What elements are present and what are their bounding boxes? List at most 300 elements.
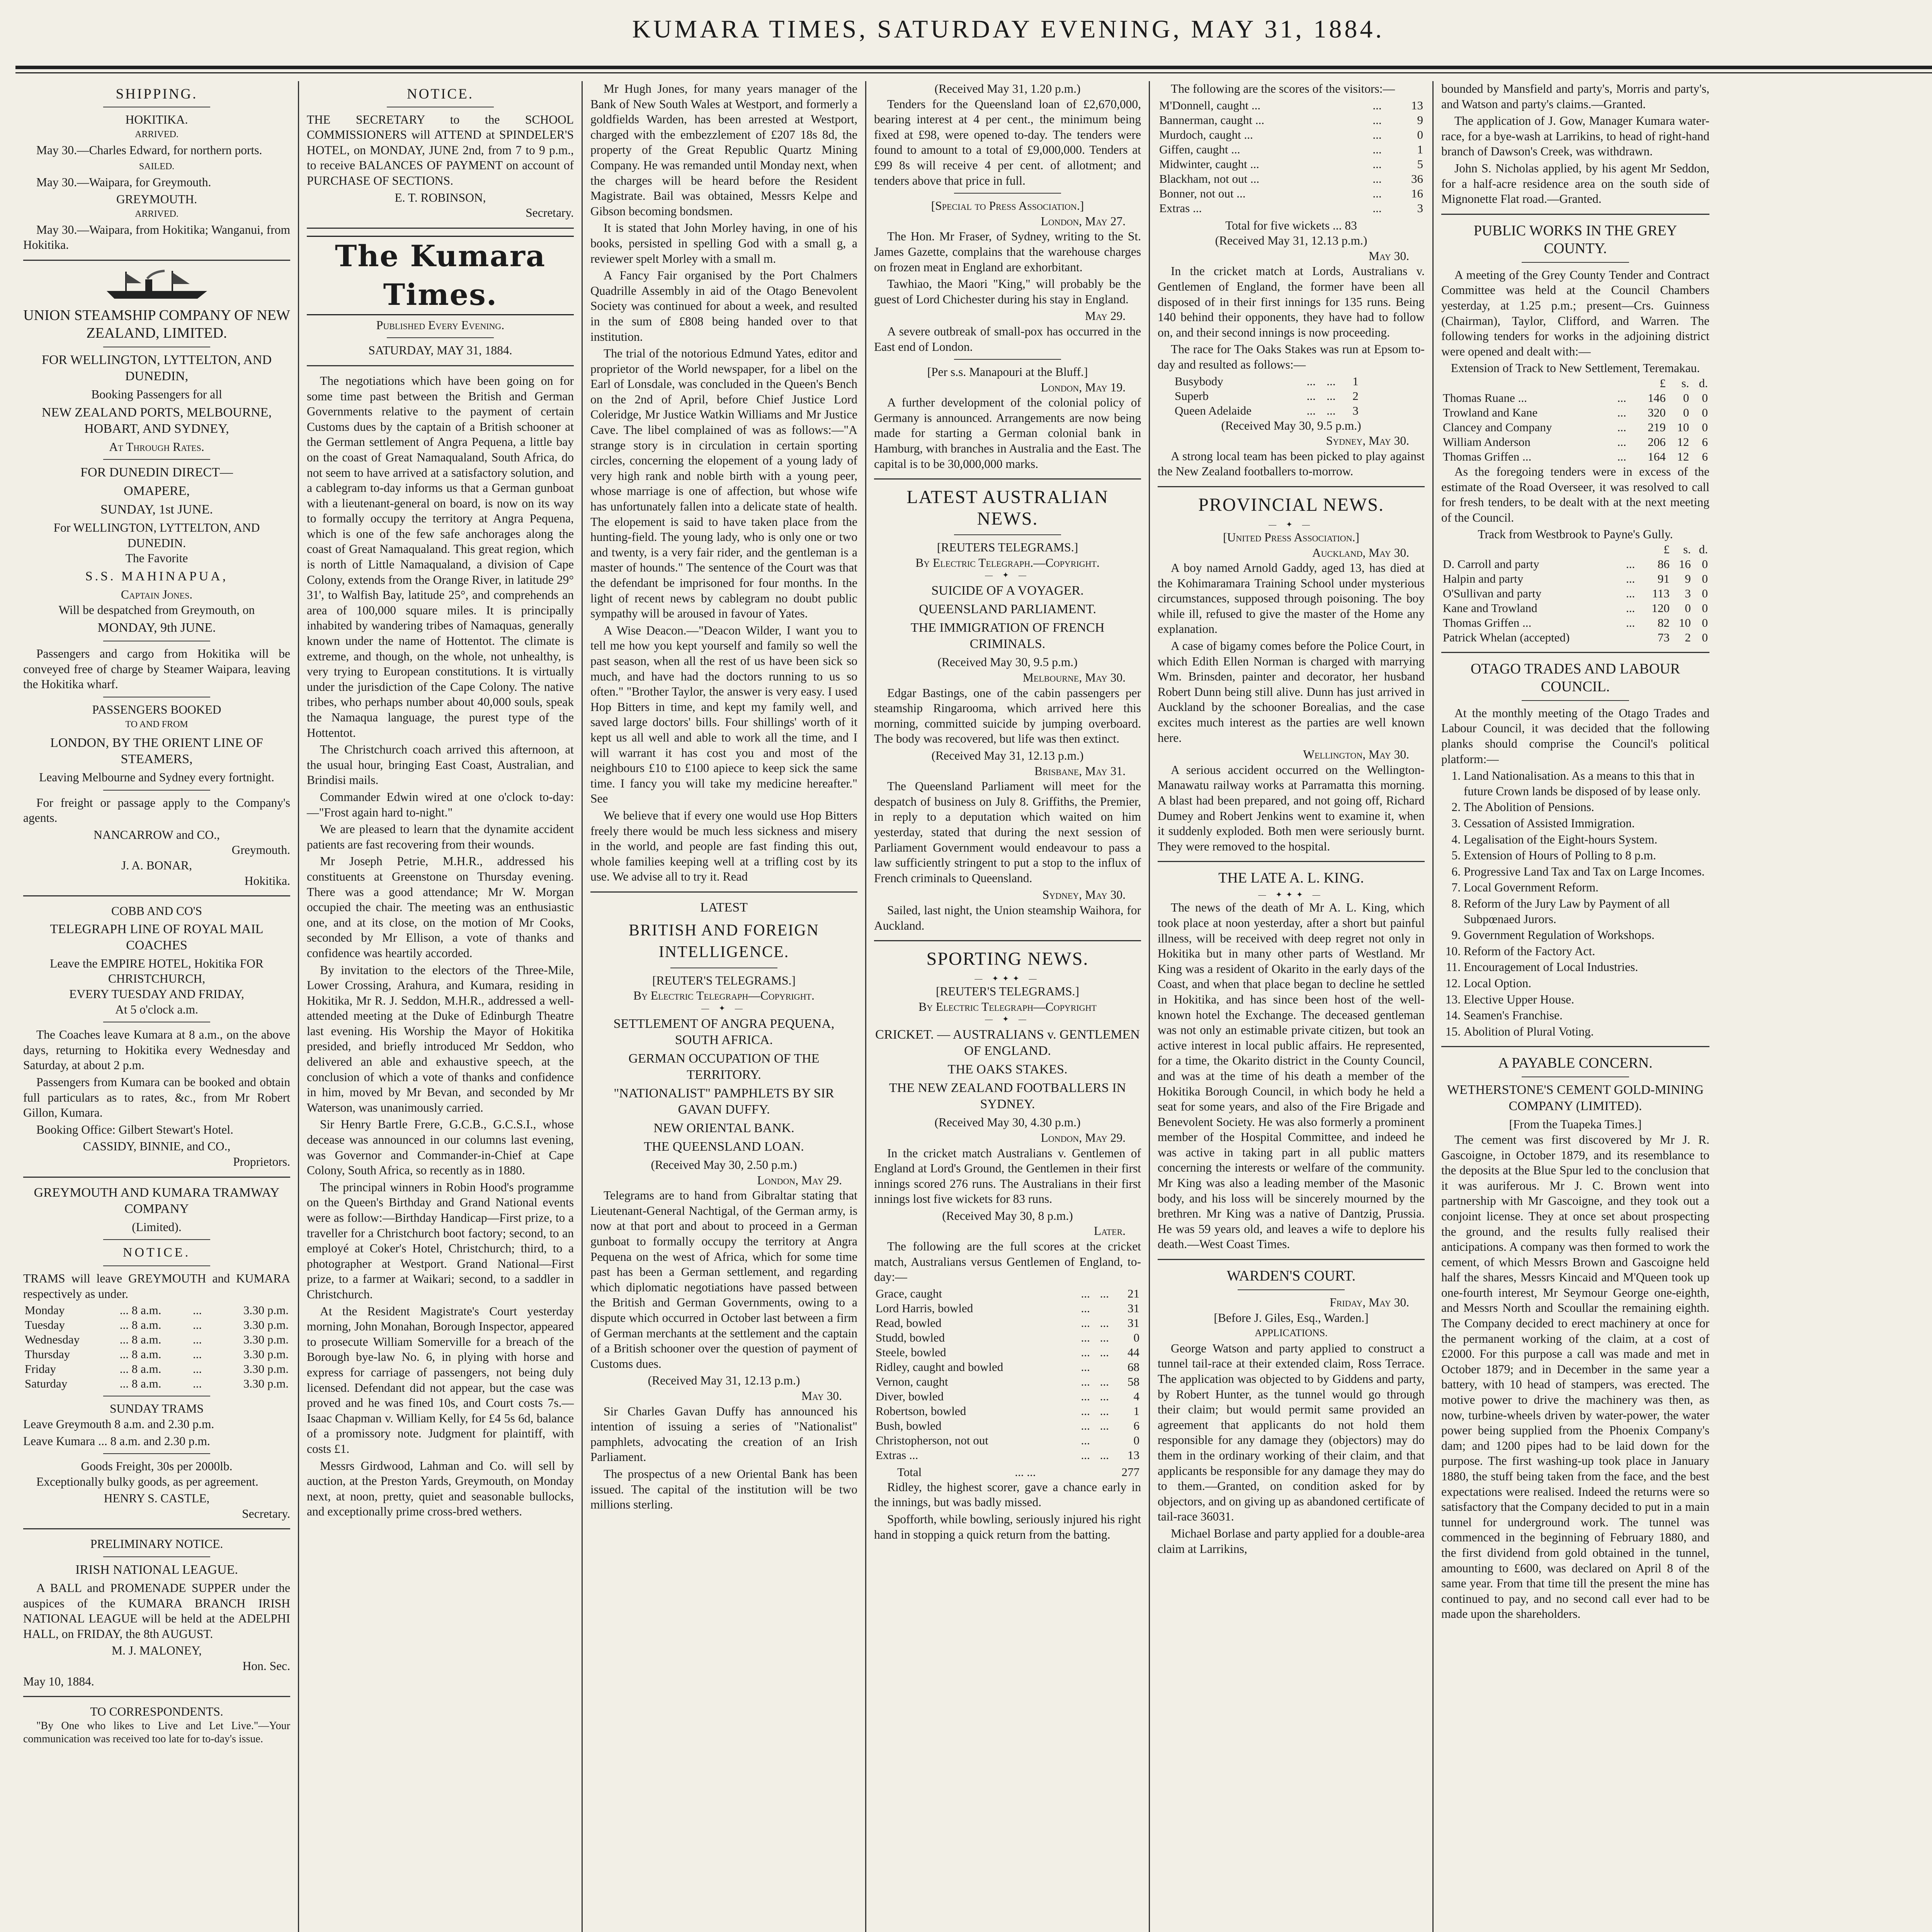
- score-row-cell: Giffen, caught ...: [1159, 142, 1240, 156]
- court-paragraph: George Watson and party applied to construct a tunnel tail-race at their extended claim, Ross Terrace. The application was objected to by Giddens and party, by Robert Hunter, as the tunnel would go through their claim; but would permit same provided an agreement that applicants do not hold them responsible for any damage they (objectors) may do them in the ordinary working of their claim, and that applicants be responsible for any damage they may do to them.—Granted, on condition asked for by objectors, and on giving up as abandoned certificate of tail-race 36031.: [1158, 1341, 1425, 1524]
- wetherstone-heading: WETHERSTONE'S CEMENT GOLD-MINING COMPANY (LIMITED).: [1447, 1083, 1704, 1114]
- tram-row-cell: Monday: [25, 1303, 65, 1317]
- divider: [1441, 1046, 1709, 1047]
- tender-row-cell: 0: [1685, 601, 1691, 615]
- divider: [590, 891, 857, 893]
- dateline: Sydney, May 30.: [1326, 434, 1409, 448]
- telegram-paragraph: The following are the scores of the visitors:—: [1171, 82, 1395, 95]
- agent-town: Hokitika.: [244, 874, 290, 888]
- before-warden: [Before J. Giles, Esq., Warden.]: [1214, 1311, 1369, 1325]
- tender-row-cell: Thomas Griffen ...: [1443, 449, 1532, 463]
- telegram-paragraph: A serious accident occurred on the Wellington-Manawatu railway works at Parramatta this morning. A blast had been prepared, and not going off, Richard Dumey and Robert Jenkins went to examine it, when it suddenly exploded. Both men were seriously burnt. They were removed to the hospital.: [1158, 763, 1425, 853]
- ornament: — ✦✦✦ —: [1258, 891, 1324, 900]
- shipping-arrival: May 30.—Waipara, from Hokitika; Wanganui, from Hokitika.: [23, 223, 290, 252]
- received-line: (Received May 31, 12.13 p.m.): [931, 749, 1084, 762]
- score-row-cell: 1: [1417, 142, 1423, 156]
- usc-monday: MONDAY, 9th JUNE.: [97, 621, 216, 635]
- dateline: Melbourne, May 30.: [1022, 671, 1126, 685]
- tender-row: [1441, 586, 1709, 601]
- tender-row-cell: 0: [1702, 616, 1708, 629]
- divider: [23, 1177, 290, 1178]
- score-row-cell: Bush, bowled: [876, 1418, 942, 1432]
- tender-row: [1441, 391, 1709, 405]
- dateline: London, May 27.: [1041, 214, 1126, 228]
- score-row: [1158, 98, 1425, 113]
- tenders-table-2: [1441, 542, 1709, 645]
- divider: [23, 1696, 290, 1697]
- article-paragraph: The negotiations which have been going on for some time past between the British and German Governments relative to the payment of certain Customs dues by the captain of a British schooner at the German settlement of Angra Pequena, a little bay on the coast of Great Namaqualand, South Africa, do not seem to have arrived at a satisfactory solution, and a cablegram to-day informs us that a German gunboat with a lieutenant-general on board, is now on its way to formally occupy the territory at Angra Pequena, which is one of the few safe anchorages along the coast of Great Namaqualand. This great region, which is north of Little Namaqualand, a division of Cape Colony, extends from the Orange River, in latitude 29° 31', to Walfish Bay, latitude 25°, and comprehends an area of 100,000 square miles. It is principally inhabited by wandering tribes of Namaquas, generally known under the name of Hottentot. The climate is extreme, and though, on the whole, not unhealthy, is very trying to European constitutions. It is virtually under the jurisdiction of the Cape Colony. The native tribes, who perhaps number about 40,000 souls, speak the Namaqua language, the purest type of the Hottentot.: [307, 374, 574, 740]
- reuter-label: [REUTER'S TELEGRAMS.]: [652, 973, 796, 987]
- pb-leaving: Leaving Melbourne and Sydney every fortnight.: [39, 770, 274, 784]
- subheading: THE IMMIGRATION OF FRENCH CRIMINALS.: [910, 621, 1105, 651]
- platform-plank: 15. Abolition of Plural Voting.: [1464, 1024, 1709, 1039]
- arrived-label: ARRIVED.: [135, 129, 179, 140]
- visitors-scorecard: [1158, 98, 1425, 216]
- tram-row-cell: 3.30 p.m.: [243, 1333, 289, 1347]
- article-paragraph: A Fancy Fair organised by the Port Chalmers Quadrille Assembly in aid of the Otago Benevolent Society was continued for about a week, and resulted in the sum of £808 being handed over to that institution.: [590, 269, 857, 344]
- tender-row: [1441, 405, 1709, 420]
- sunday-tram-line: Leave Kumara ... 8 a.m. and 2.30 p.m.: [23, 1434, 210, 1448]
- score-row-cell: Christopherson, not out: [876, 1433, 988, 1447]
- pb-heading: PASSENGERS BOOKED: [92, 702, 221, 716]
- telegram-paragraph: The following are the full scores at the cricket match, Australians versus Gentlemen of England, to-day:—: [874, 1240, 1141, 1284]
- article-paragraph: Messrs Girdwood, Lahman and Co. will sell by auction, at the Preston Yards, Greymouth, on Monday next, at noon, pretty, quiet and seasonable bullocks, and exceptionally prime cross-bred wethers.: [307, 1459, 574, 1519]
- court-paragraph: John S. Nicholas applied, by his agent Mr Seddon, for a half-acre residence area on the south side of Mignonette Flat road.—Granted.: [1441, 161, 1709, 206]
- currency-pounds: £: [1663, 542, 1670, 556]
- score-row: [1158, 113, 1425, 128]
- council-paragraph: At the monthly meeting of the Otago Trades and Labour Council, it was decided that the following planks should comprise the Council's political platform:—: [1441, 706, 1709, 766]
- score-row-cell: 36: [1411, 172, 1423, 185]
- inl-signature: M. J. MALONEY,: [111, 1644, 202, 1658]
- court-paragraph: The application of J. Gow, Manager Kumara water-race, for a bye-wash at Larrikins, to head of right-hand branch of Dawson's Creek, was withdrawn.: [1441, 114, 1709, 158]
- score-row: [1158, 201, 1425, 216]
- tender-row-cell: [1624, 630, 1641, 645]
- score-row-cell: Diver, bowled: [876, 1389, 944, 1403]
- cobb-time: At 5 o'clock a.m.: [115, 1002, 198, 1016]
- score-row-cell: ...: [1081, 1404, 1090, 1418]
- score-row-cell: ...: [1100, 1316, 1109, 1330]
- tram-row-cell: ...: [193, 1347, 202, 1361]
- article-paragraph: Mr Hugh Jones, for many years manager of the Bank of New South Wales at Westport, and formerly a goldfields Warden, has been arrested at Westport, charged with the embezzlement of £207 18s 8d, the property of the Great Republic Quartz Mining Company. He was remanded until Monday next, when the charges will be heard before the Resident Magistrate. Bail was obtained, Messrs Kelpe and Gibson becoming bondsmen.: [590, 82, 857, 218]
- tender-row: [1441, 601, 1709, 616]
- tram-row: [23, 1318, 290, 1332]
- score-row-cell: ...: [1081, 1360, 1090, 1374]
- goods-freight: Goods Freight, 30s per 2000lb.: [81, 1459, 233, 1473]
- subheading: QUEENSLAND PARLIAMENT.: [919, 602, 1096, 617]
- oaks-row: [1173, 403, 1360, 418]
- usc-rates: At Through Rates.: [109, 440, 204, 454]
- currency-shillings: s.: [1683, 542, 1691, 556]
- divider: [103, 790, 210, 791]
- tenders-table-1: [1441, 376, 1709, 464]
- score-row: [874, 1330, 1141, 1345]
- score-row-cell: Lord Harris, bowled: [876, 1301, 973, 1315]
- currency-shillings: s.: [1681, 376, 1689, 390]
- court-paragraph: Michael Borlase and party applied for a double-area claim at Larrikins,: [1158, 1526, 1425, 1556]
- bulky-goods: Exceptionally bulky goods, as per agreement.: [36, 1475, 259, 1488]
- score-row-cell: ...: [1081, 1330, 1090, 1344]
- tender-row-cell: 91: [1657, 571, 1670, 585]
- telegram-paragraph: A severe outbreak of small-pox has occurred in the East end of London.: [874, 324, 1141, 354]
- tender-row-cell: Trowland and Kane: [1443, 405, 1538, 419]
- tender-row-cell: Halpin and party: [1443, 571, 1524, 585]
- tender-row-cell: 320: [1648, 405, 1666, 419]
- sunday-tram-line: Leave Greymouth 8 a.m. and 2.30 p.m.: [23, 1417, 214, 1431]
- newspaper-page: [15, 81, 1932, 1932]
- reuter-label: [REUTERS TELEGRAMS.]: [937, 541, 1078, 554]
- platform-plank: 11. Encouragement of Local Industries.: [1464, 959, 1709, 975]
- tram-row-cell: 3.30 p.m.: [243, 1303, 289, 1317]
- oaks-row-cell: ...: [1306, 403, 1316, 417]
- tram-row-cell: ... 8 a.m.: [119, 1347, 162, 1361]
- telegram-paragraph: A further development of the colonial policy of Germany is announced. Arrangements are now being made for starting a German colonial bank in Hamburg, with branches in Australia and the East. The capital is to be 30,000,000 marks.: [874, 396, 1141, 471]
- divider: [1158, 486, 1425, 487]
- tender-row-cell: 0: [1702, 391, 1708, 405]
- tender-row-cell: ...: [1617, 449, 1626, 463]
- oaks-row-cell: ...: [1327, 403, 1336, 417]
- telegram-paragraph: Spofforth, while bowling, seriously injured his right hand in stopping a quick return from the batting.: [874, 1512, 1141, 1541]
- usc-captain: Captain Jones.: [121, 587, 193, 601]
- score-row-cell: Ridley, caught and bowled: [876, 1360, 1003, 1374]
- oaks-results: [1173, 374, 1360, 418]
- score-row-cell: Blackham, not out ...: [1159, 172, 1260, 185]
- tram-row-cell: Thursday: [25, 1347, 70, 1361]
- received-line: (Received May 30, 2.50 p.m.): [651, 1158, 797, 1172]
- platform-plank: 1. Land Nationalisation. As a means to this that in future Crown lands be disposed of by lease only.: [1464, 768, 1709, 799]
- score-row-cell: 58: [1128, 1374, 1139, 1388]
- ornament: — ✦ —: [985, 1015, 1030, 1024]
- meeting-paragraph: As the foregoing tenders were in excess of the estimate of the Road Overseer, it was resolved to call for fresh tenders, to be dealt with at the next meeting of the Council.: [1441, 464, 1709, 524]
- sunday-trams-heading: SUNDAY TRAMS: [109, 1402, 204, 1416]
- score-row-cell: ...: [1081, 1433, 1090, 1447]
- received-line: (Received May 30, 4.30 p.m.): [934, 1116, 1081, 1129]
- sporting-news-heading: SPORTING NEWS.: [926, 949, 1089, 969]
- tender-row: [1441, 630, 1709, 645]
- tender-row: [1441, 420, 1709, 435]
- score-row: [874, 1418, 1141, 1433]
- received-line: (Received May 31, 12.13 p.m.): [648, 1374, 800, 1388]
- edition-date: SATURDAY, MAY 31, 1884.: [368, 344, 512, 357]
- score-row: [1158, 142, 1425, 157]
- divider: [103, 1265, 210, 1266]
- score-row: [874, 1448, 1141, 1463]
- tender-row-cell: 0: [1683, 391, 1689, 405]
- score-row-cell: ...: [1372, 172, 1382, 185]
- usc-passengers: Passengers and cargo from Hokitika will be conveyed free of charge by Steamer Waipara, leaving the Hokitika wharf.: [23, 647, 290, 691]
- notice-paragraph: THE SECRETARY to the SCHOOL COMMISSIONERS will ATTEND at SPINDELER'S HOTEL, on MONDAY, JUNE 2nd, from 7 to 9 p.m., to receive BALANCES OF PAYMENT on account of PURCHASE OF SECTIONS.: [307, 112, 574, 187]
- article-paragraph: The trial of the notorious Edmund Yates, editor and proprietor of the World newspaper, for a libel on the Earl of Lonsdale, was concluded in the Queen's Bench on the 2nd of April, before Chief Justice Lord Coleridge, Mr Justice Watkin Williams and Mr Justice Cave. The libel complained of was as follows:—"A strange story is in circulation in certain sporting circles, concerning the elopement of a young lady of very high rank and noble birth with a young peer, whose marriage is one of affection, but whose wife has unfortunately fallen into a delicate state of health. The elopement is said to have taken place from the hunting-field. The young lady, who is only one or two and twenty, is a very fair rider, and the gentleman is a master of hounds." The sentence of the Court was that the defendant be imprisoned for four months. In the light of recent news by cablegram no doubt public sympathy will be aroused in favour of Yates.: [590, 347, 857, 621]
- platform-list: [1441, 768, 1709, 1039]
- notice-signature: E. T. ROBINSON,: [395, 190, 486, 204]
- tram-row-cell: ...: [193, 1377, 202, 1391]
- oaks-row-cell: ...: [1327, 374, 1336, 388]
- score-row-cell: ...: [1372, 157, 1382, 171]
- tram-row-cell: Tuesday: [25, 1318, 65, 1332]
- tender-row-cell: 12: [1677, 435, 1689, 449]
- divider: [1441, 652, 1709, 653]
- article-paragraph: We believe that if every one would use Hop Bitters freely there would be much less sickness and misery in the world, and people are fast finding this out, whole families keeping well at a trifling cost by its use. We advise all to try it. Read: [590, 808, 857, 884]
- tram-row-cell: ... 8 a.m.: [119, 1318, 162, 1332]
- inl-paragraph: A BALL and PROMENADE SUPPER under the auspices of the KUMARA BRANCH IRISH NATIONAL LEAGUE will be held at the ADELPHI HALL, on FRIDAY, the 8th AUGUST.: [23, 1581, 290, 1641]
- score-row-cell: Extras ...: [1159, 201, 1202, 215]
- latest-australian-heading: LATEST AUSTRALIAN NEWS.: [906, 487, 1109, 529]
- article-paragraph: The principal winners in Robin Hood's programme on the Queen's Birthday and Grand National events were as follow:—Birthday Handicap—First prize, to a traveller for a Christchurch boot factory; second, to an employé at Coker's Hotel, Christchurch; third, to a photographer at Westport. Grand National—First prize, to a farmer at Waikari; second, to a saddler in Christchurch.: [307, 1180, 574, 1301]
- dateline: London, May 29.: [757, 1173, 842, 1187]
- dateline: Later.: [1094, 1224, 1126, 1238]
- divider: [1158, 1259, 1425, 1260]
- telegram-paragraph: Tawhiao, the Maori "King," will probably be the guest of Lord Chichester during his stay in England.: [874, 277, 1141, 306]
- score-row-cell: Extras ...: [876, 1448, 918, 1462]
- tram-row-cell: ...: [193, 1303, 202, 1317]
- score-row: [1158, 172, 1425, 186]
- article-paragraph: The Christchurch coach arrived this afternoon, at the usual hour, bringing East Coast, Australian, and Brindisi mails.: [307, 743, 574, 787]
- subheading: CRICKET. — AUSTRALIANS v. GENTLEMEN OF ENGLAND.: [875, 1027, 1140, 1058]
- divider: [307, 365, 574, 366]
- score-row-cell: Midwinter, caught ...: [1159, 157, 1259, 171]
- tender-row-cell: William Anderson: [1443, 435, 1531, 449]
- applications-label: APPLICATIONS.: [1255, 1327, 1328, 1339]
- shipping-heading: SHIPPING.: [116, 86, 198, 102]
- tender-row-cell: 6: [1702, 435, 1708, 449]
- tender-row: [1441, 557, 1709, 571]
- platform-plank: 14. Seamen's Franchise.: [1464, 1008, 1709, 1023]
- inl-title: IRISH NATIONAL LEAGUE.: [75, 1563, 238, 1577]
- platform-plank: 7. Local Government Reform.: [1464, 880, 1709, 895]
- telegram-paragraph: The race for The Oaks Stakes was run at Epsom to-day and resulted as follows:—: [1158, 342, 1425, 371]
- platform-plank: 10. Reform of the Factory Act.: [1464, 944, 1709, 959]
- ornament: — ✦ —: [985, 571, 1030, 580]
- tender-row-cell: Kane and Trowland: [1443, 601, 1537, 615]
- tender-row-cell: Thomas Griffen ...: [1443, 616, 1532, 629]
- tram-row: [23, 1376, 290, 1391]
- article-paragraph: Sir Henry Bartle Frere, G.C.B., G.C.S.I., whose decease was announced in our columns last evening, was Governor and Commander-in-Chief at Cape Colony, South Africa, so recently as in 1880.: [307, 1117, 574, 1177]
- score-row: [874, 1345, 1141, 1360]
- score-row-cell: Bannerman, caught ...: [1159, 113, 1265, 127]
- divider: [874, 940, 1141, 941]
- score-row-cell: 6: [1133, 1418, 1139, 1432]
- usc-dunedin: FOR DUNEDIN DIRECT—: [80, 465, 233, 480]
- divider: [23, 1528, 290, 1529]
- score-row-cell: 3: [1417, 201, 1423, 215]
- divider: [103, 1453, 210, 1454]
- score-row: [1158, 186, 1425, 201]
- score-row-cell: [1099, 1433, 1117, 1448]
- oaks-row-cell: 3: [1352, 403, 1359, 417]
- score-row-cell: [1099, 1360, 1117, 1374]
- dateline: May 29.: [1085, 309, 1126, 323]
- tender-row-cell: 0: [1702, 601, 1708, 615]
- article-paragraph: Mr Joseph Petrie, M.H.R., addressed his constituents at Greenstone on Thursday evening. There was a good attendance; Mr W. Morgan occupied the chair. The meeting was an enthusiastic one, and at its close, on the motion of Mr Cooks, seconded by Mr Ellison, a vote of thanks and confidence was heartily accorded.: [307, 854, 574, 960]
- column-6: [1434, 81, 1717, 1932]
- currency-pounds: £: [1660, 376, 1666, 390]
- score-row-cell: ...: [1372, 128, 1382, 141]
- shipping-arrival: May 30.—Charles Edward, for northern ports.: [36, 143, 262, 157]
- payable-concern-heading: A PAYABLE CONCERN.: [1498, 1055, 1653, 1071]
- score-row: [874, 1433, 1141, 1448]
- score-row-cell: ...: [1081, 1418, 1090, 1432]
- usc-ports: NEW ZEALAND PORTS, MELBOURNE, HOBART, AND SYDNEY,: [41, 405, 272, 436]
- telegram-paragraph: Sir Charles Gavan Duffy has announced his intention of issuing a series of "Nationalist" pamphlets, advocating the creation of an Irish Parliament.: [590, 1404, 857, 1464]
- tender-row-cell: 73: [1657, 630, 1670, 644]
- dateline: Wellington, May 30.: [1303, 748, 1409, 762]
- telegram-paragraph: Tenders for the Queensland loan of £2,670,000, bearing interest at 4 per cent., the minimum being fixed at £98, were opened to-day. The tenders were found to amount to a total of £9,000,000. Tenders at £99 8s will receive 4 per cent. of allotment; and tenders above that price in full.: [874, 97, 1141, 187]
- tender-row-cell: ...: [1617, 391, 1626, 405]
- published-line: Published Every Evening.: [376, 318, 505, 332]
- inl-signature-label: Hon. Sec.: [242, 1659, 290, 1673]
- received-line: (Received May 30, 9.5 p.m.): [937, 655, 1078, 669]
- tram-row-cell: Friday: [25, 1362, 56, 1376]
- subheading: SUICIDE OF A VOYAGER.: [931, 583, 1084, 598]
- score-row-cell: 13: [1411, 98, 1423, 112]
- public-works-heading: PUBLIC WORKS IN THE GREY COUNTY.: [1473, 222, 1677, 257]
- tender-row-cell: ...: [1626, 586, 1635, 600]
- cobb-days: EVERY TUESDAY AND FRIDAY,: [69, 987, 244, 1001]
- pb-freight: For freight or passage apply to the Company's agents.: [23, 796, 290, 825]
- usc-route: FOR WELLINGTON, LYTTELTON, AND DUNEDIN,: [41, 352, 272, 383]
- platform-plank: 2. The Abolition of Pensions.: [1464, 799, 1709, 815]
- wardens-court-heading: WARDEN'S COURT.: [1226, 1268, 1356, 1284]
- article-paragraph: Commander Edwin wired at one o'clock to-day:—"Frost again hard to-night.": [307, 790, 574, 819]
- special-label: [Special to Press Association.]: [931, 199, 1084, 213]
- score-row-cell: ...: [1100, 1286, 1109, 1300]
- tender-row-cell: 146: [1648, 391, 1666, 405]
- manapouri-label: [Per s.s. Manapouri at the Bluff.]: [927, 365, 1088, 379]
- tram-row-cell: 3.30 p.m.: [243, 1318, 289, 1332]
- score-row: [1158, 128, 1425, 142]
- tender-row-cell: 86: [1657, 557, 1670, 571]
- score-row-cell: ...: [1100, 1418, 1109, 1432]
- score-row-cell: Grace, caught: [876, 1286, 942, 1300]
- tram-row-cell: ... 8 a.m.: [119, 1303, 162, 1317]
- currency-pence: d.: [1699, 376, 1708, 390]
- tram-row: [23, 1362, 290, 1376]
- dateline: May 30.: [801, 1389, 842, 1403]
- tramway-secretary-label: Secretary.: [242, 1507, 290, 1520]
- score-row-cell: 0: [1133, 1330, 1139, 1344]
- tender-row-cell: Patrick Whelan (accepted): [1443, 630, 1570, 644]
- bfi-heading: BRITISH AND FOREIGN INTELLIGENCE.: [628, 921, 820, 961]
- tender-row-cell: ...: [1626, 616, 1635, 629]
- usc-sunday: SUNDAY, 1st JUNE.: [100, 502, 213, 517]
- preliminary-notice-heading: PRELIMINARY NOTICE.: [90, 1537, 223, 1551]
- received-line: (Received May 31, 12.13 p.m.): [1215, 234, 1367, 248]
- score-row: [874, 1389, 1141, 1404]
- divider: [1522, 262, 1629, 263]
- oaks-row-cell: ...: [1306, 389, 1316, 403]
- oaks-row-cell: 2: [1352, 389, 1359, 403]
- tram-row: [23, 1347, 290, 1362]
- latest-heading: LATEST: [700, 900, 748, 915]
- steamship-icon: [99, 268, 215, 303]
- telegram-paragraph: Sailed, last night, the Union steamship Waihora, for Auckland.: [874, 903, 1141, 932]
- tram-row-cell: ...: [193, 1333, 202, 1347]
- column-5: [1150, 81, 1434, 1932]
- cobb-heading: COBB AND CO'S: [111, 904, 202, 918]
- obituary-paragraph: The news of the death of Mr A. L. King, which took place at noon yesterday, after a short but painful illness, will be received with deep regret not only in Hokitika but in many other parts of Westland. Mr King was a resident of Okarito in the early days of the Coast, and when that place began to decline he settled in Hokitika, and has since been host of the well-known hotel the Exchange. The deceased gentleman was not only an estimable private citizen, but took an active interest in local public affairs. He represented, for a time, the Okarito district in the County Council, and was at the time of his death a member of the Hokitika Borough Council, in which body he held a seat for some years, and also of the Fire Brigade and Benevolent Society. He was also formerly a prominent member of the Hospital Committee, and indeed he was active in taking part in all public matters concerning the interests or welfare of the community. Mr King was also a leading member of the Masonic body, and his loss will be sincerely mourned by the brethren. Mr King was a native of Dantzig, Prussia. He was 59 years old, and leaves a wife to deplore his death.—West Coast Times.: [1158, 901, 1425, 1251]
- cobb-proprietors: CASSIDY, BINNIE, and CO.,: [83, 1139, 231, 1153]
- kumara-times-logo: The Kumara Times.: [307, 236, 574, 315]
- dateline: Friday, May 30.: [1330, 1296, 1409, 1310]
- divider: [23, 260, 290, 261]
- telegram-paragraph: Ridley, the highest scorer, gave a chance early in the innings, but was badly missed.: [874, 1480, 1141, 1509]
- telegram-paragraph: A boy named Arnold Gaddy, aged 13, has died at the Kohimaramara Training School under mysterious circumstances, supposed through poisoning. The boy while ill, refused to give the master of the Home any explanation.: [1158, 561, 1425, 636]
- divider: [23, 895, 290, 896]
- oaks-row-cell: Superb: [1175, 389, 1209, 403]
- tender-row-cell: ...: [1626, 557, 1635, 571]
- platform-plank: 3. Cessation of Assisted Immigration.: [1464, 816, 1709, 831]
- score-row-cell: 13: [1128, 1448, 1139, 1462]
- subheading: GERMAN OCCUPATION OF THE TERRITORY.: [628, 1051, 820, 1082]
- tender-row-cell: 9: [1685, 571, 1691, 585]
- late-king-heading: THE LATE A. L. KING.: [1218, 870, 1364, 886]
- tram-row-cell: ... 8 a.m.: [119, 1377, 162, 1391]
- subheading: "NATIONALIST" PAMPHLETS BY SIR GAVAN DUFFY.: [614, 1086, 834, 1117]
- subheading: THE OAKS STAKES.: [947, 1062, 1068, 1077]
- platform-plank: 8. Reform of the Jury Law by Payment of all Subpœnaed Jurors.: [1464, 896, 1709, 927]
- received-line: (Received May 31, 1.20 p.m.): [934, 82, 1081, 95]
- score-row: [874, 1316, 1141, 1330]
- divider: [103, 1239, 210, 1240]
- telegram-paragraph: A strong local team has been picked to play against the New Zealand footballers to-morrow.: [1158, 449, 1425, 478]
- tram-row-cell: ... 8 a.m.: [119, 1362, 162, 1376]
- visitors-total: Total for five wickets ... 83: [1225, 218, 1357, 232]
- copyright-label: By Electric Telegraph.—Copyright.: [915, 556, 1100, 570]
- dateline: Sydney, May 30.: [1042, 888, 1126, 902]
- dateline: London, May 29.: [1041, 1131, 1126, 1145]
- column-1: [15, 81, 299, 1932]
- tender-row-cell: Clancey and Company: [1443, 420, 1552, 434]
- divider: [103, 1556, 210, 1557]
- dateline: London, May 19.: [1041, 380, 1126, 394]
- divider: [1158, 861, 1425, 862]
- arrived-label: ARRIVED.: [135, 209, 179, 219]
- track-heading: Extension of Track to New Settlement, Teremakau.: [1451, 361, 1700, 375]
- masthead-rule: [15, 66, 1932, 73]
- tender-row-cell: 10: [1679, 616, 1691, 629]
- score-row: [874, 1374, 1141, 1389]
- score-row-cell: ...: [1100, 1389, 1109, 1403]
- platform-plank: 6. Progressive Land Tax and Tax on Large Incomes.: [1464, 864, 1709, 879]
- tender-row-cell: 0: [1702, 557, 1708, 571]
- score-row-cell: 16: [1411, 186, 1423, 200]
- tender-row-cell: ...: [1617, 405, 1626, 419]
- tender-row-cell: 6: [1702, 449, 1708, 463]
- tram-row-cell: Saturday: [25, 1377, 68, 1391]
- divider: [1238, 1289, 1344, 1290]
- cobb-paragraph: Passengers from Kumara can be booked and obtain full particulars as to rates, &c., from Mr Robert Gillon, Kumara.: [23, 1075, 290, 1120]
- tender-row-cell: 0: [1702, 630, 1708, 644]
- score-row-cell: Read, bowled: [876, 1316, 942, 1330]
- port-greymouth: GREYMOUTH.: [116, 192, 197, 206]
- score-row-cell: Bonner, not out ...: [1159, 186, 1246, 200]
- platform-plank: 12. Local Option.: [1464, 976, 1709, 991]
- tram-row-cell: 3.30 p.m.: [243, 1362, 289, 1376]
- score-row-cell: Studd, bowled: [876, 1330, 945, 1344]
- tram-row: [23, 1332, 290, 1347]
- telegram-paragraph: The prospectus of a new Oriental Bank has been issued. The capital of the institution will be two millions sterling.: [590, 1467, 857, 1512]
- score-row-cell: 0: [1417, 128, 1423, 141]
- column-2: [299, 81, 583, 1932]
- telegram-paragraph: In the cricket match at Lords, Australians v. Gentlemen of England, the former have been all disposed of in their first innings for 135 runs. Being 140 behind their opponents, they have had to follow on, and their second innings is now proceeding.: [1158, 264, 1425, 339]
- telegram-paragraph: A case of bigamy comes before the Police Court, in which Edith Ellen Norman is charged with marrying Wm. Brinsden, painter and decorator, her husband Robert Dunn being still alive. Dunn has just arrived in Auckland by the schooner Borealias, and the case excites much interest as the parties are well known here.: [1158, 639, 1425, 745]
- upa-label: [United Press Association.]: [1223, 530, 1359, 544]
- platform-plank: 5. Extension of Hours of Polling to 8 p.m.: [1464, 848, 1709, 863]
- score-row-cell: 21: [1128, 1286, 1139, 1300]
- reuter-label: [REUTER'S TELEGRAMS.]: [936, 985, 1079, 998]
- mining-paragraph: The cement was first discovered by Mr J. R. Gascoigne, in October 1879, and its resemblance to the deposits at the Blue Spur led to the conclusion that it was auriferous. Mr J. C. Brown went into partnership with Mr Gascoigne, and they took out a conjoint license. They at once set about prospecting the ground, and the results fully realised their anticipations. A company was then formed to work the cement, of which Messrs Brown and Gascoigne held half the shares, Messrs Kincaid and M'Queen took up one-fourth interest, Mr Seymour George one-eighth, and Messrs North and Scoullar the remaining eighth. The Company decided to erect machinery at once for the permanent working of the claim, at a cost of £2000. For this purpose a call was made and met in October 1879; and in December in the same year a battery, with 10 head of stampers, was erected. The motive power to drive the machinery was then, as now, turbine-wheels driven by water-power, the water power being supplied from the Phoenix Company's dam; and 1200 pipes had to be laid down for the purpose. The first washing-up took place in January 1880, the stuff being taken from the face, and the best expectations were realised. Indeed the returns were so satisfactory that the Company decided to put in a main tunnel for underground work. The tunnel was commenced in the beginning of February 1880, and the first dividend from gold obtained in the tunnel, amounting to £600, was declared on April 8 of the same year. From that time till the present the mine has continued to pay, and no second call ever had to be made upon the shareholders.: [1441, 1133, 1709, 1621]
- score-row-cell: Steele, bowled: [876, 1345, 946, 1359]
- ornament: — ✦ —: [1269, 520, 1314, 529]
